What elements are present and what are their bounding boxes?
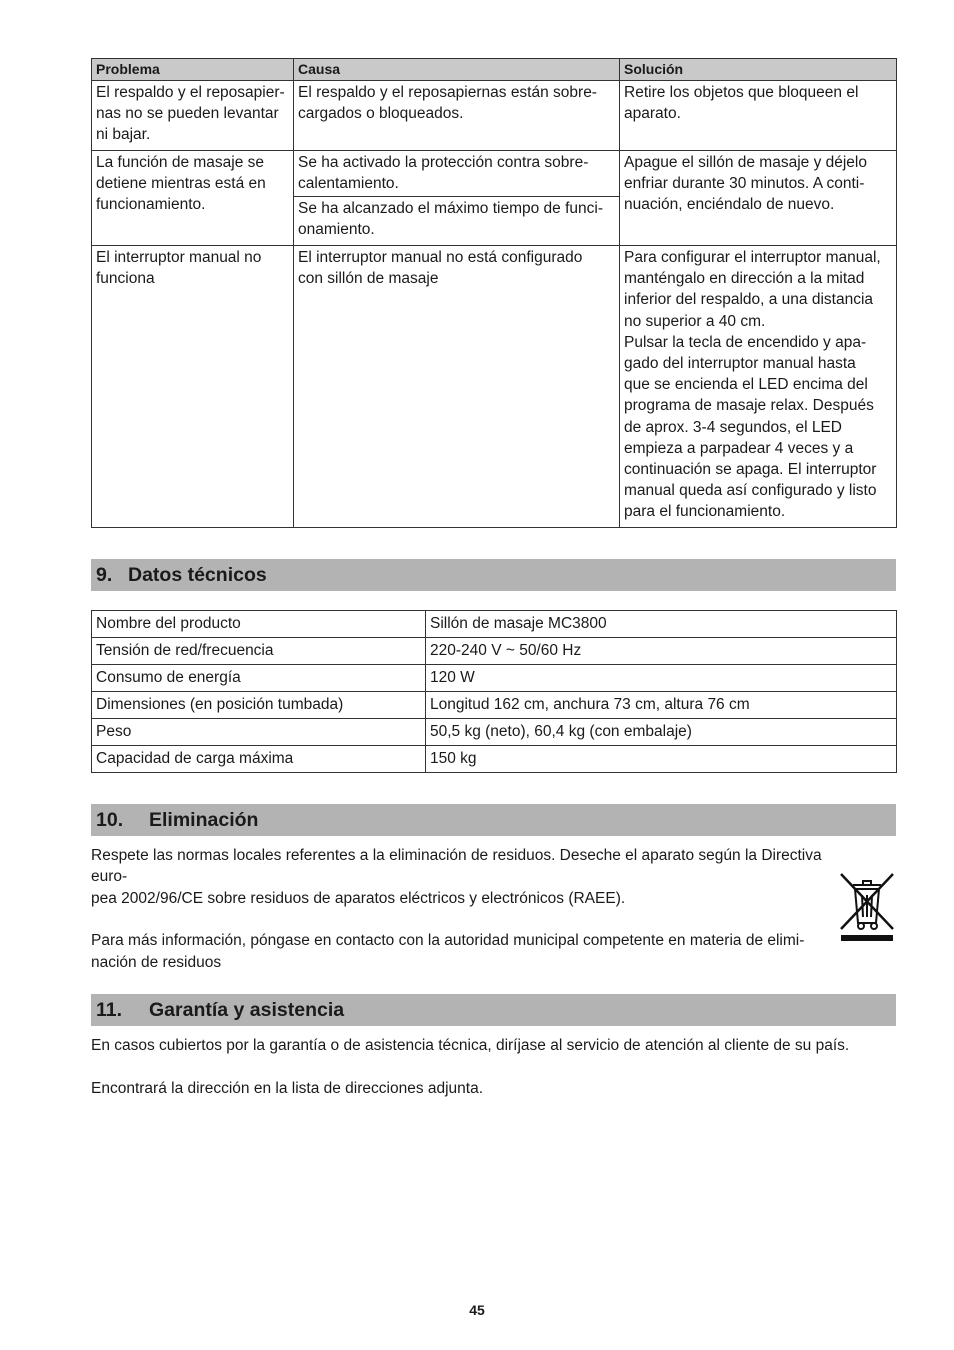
spec-value: Sillón de masaje MC3800 [426,610,897,637]
section-number: 11. [96,999,123,1022]
spec-value: 150 kg [426,745,897,772]
section-number: 9. [96,563,113,586]
solution-cell: Apague el sillón de masaje y déjelo enfriar durante 30 minutos. A conti- nuación, enciéndalo de nuevo. [620,150,897,245]
section-title: Garantía y asistencia [149,999,345,1022]
cause-cell: El respaldo y el reposapiernas están sobre- cargados o bloqueados. [294,81,620,151]
section-heading-technical-data [91,559,896,591]
table-row [92,664,897,691]
solution-cell: Para configurar el interruptor manual, manténgalo en dirección a la mitad inferior del respaldo, a una distancia no superior a 40 cm. Pulsar la tecla de encendido y apa- gado del interruptor manual hasta que se encienda el LED encima del programa de masaje relax. Después de aprox. 3-4 segundos, el LED empieza a parpadear 4 veces y a continuación se apaga. El interruptor manual queda así configurado y listo para el funcionamiento. [620,246,897,528]
warranty-content [91,1035,896,1099]
page-number: 45 [469,1302,485,1318]
disposal-paragraph: Respete las normas locales referentes a la eliminación de residuos. Deseche el aparato según la Directiva euro- pea 2002/96/CE sobre residuos de aparatos eléctricos y electrónicos (RAEE). [91,846,822,907]
warranty-paragraph: En casos cubiertos por la garantía o de asistencia técnica, diríjase al servicio de atención al cliente de su país. [91,1037,850,1055]
section-heading-disposal [91,804,896,836]
spec-label: Dimensiones (en posición tumbada) [92,691,426,718]
document-page [91,58,896,1099]
problem-cell: El respaldo y el reposapier- nas no se pueden levantar ni bajar. [92,81,294,151]
problem-cell: El interruptor manual no funciona [92,246,294,528]
troubleshooting-table [91,58,897,528]
spec-value: 220-240 V ~ 50/60 Hz [426,637,897,664]
spec-label: Nombre del producto [92,610,426,637]
header-solution: Solución [620,59,897,81]
cause-cell: El interruptor manual no está configurado con sillón de masaje [294,246,620,528]
table-row [92,637,897,664]
header-problem: Problema [92,59,294,81]
table-row [92,610,897,637]
table-row [92,246,897,528]
spec-label: Capacidad de carga máxima [92,745,426,772]
table-row [92,691,897,718]
spec-value: 50,5 kg (neto), 60,4 kg (con embalaje) [426,718,897,745]
section-title: Eliminación [149,808,259,831]
spec-label: Peso [92,718,426,745]
problem-cell: La función de masaje se detiene mientras está en funcionamiento. [92,150,294,245]
table-row [92,81,897,151]
table-row [92,718,897,745]
section-title: Datos técnicos [128,563,267,586]
spec-value: 120 W [426,664,897,691]
section-number: 10. [96,808,124,831]
disposal-content [91,845,896,974]
cause-cell: Se ha activado la protección contra sobre- calentamiento. [294,150,620,196]
disposal-info-paragraph: Para más información, póngase en contacto con la autoridad municipal competente en materia de elimi- nación de residuos [91,932,805,971]
table-row [92,745,897,772]
solution-cell: Retire los objetos que bloqueen el aparato. [620,81,897,151]
table-header-row [92,59,897,81]
table-row [92,150,897,196]
spec-value: Longitud 162 cm, anchura 73 cm, altura 76 cm [426,691,897,718]
crossed-out-wheelie-bin-icon [838,871,896,943]
header-cause: Causa [294,59,620,81]
technical-data-table [91,610,897,773]
address-paragraph: Encontrará la dirección en la lista de direcciones adjunta. [91,1079,484,1097]
spec-label: Consumo de energía [92,664,426,691]
spec-label: Tensión de red/frecuencia [92,637,426,664]
cause-cell: Se ha alcanzado el máximo tiempo de funci- onamiento. [294,197,620,246]
section-heading-warranty [91,994,896,1026]
